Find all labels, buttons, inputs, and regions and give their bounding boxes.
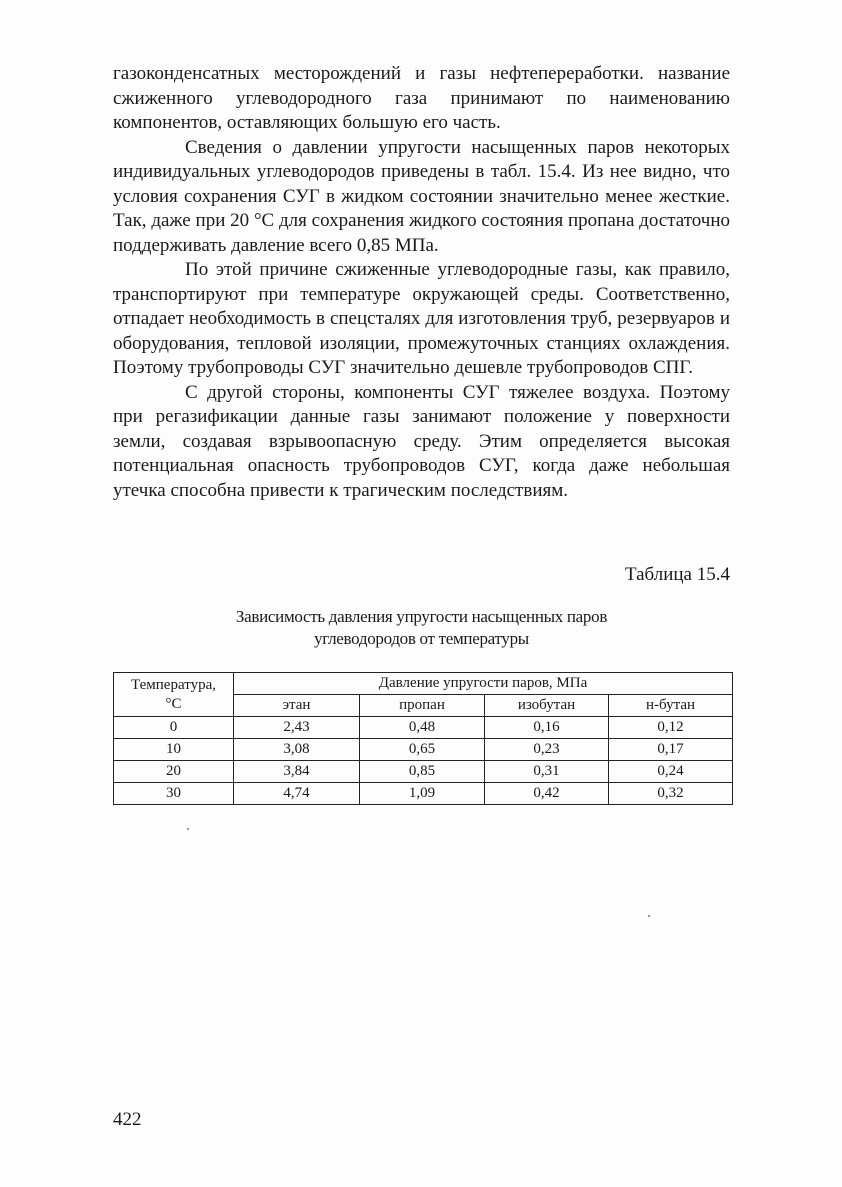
table-cell: 0,32 bbox=[609, 783, 733, 805]
column-header-ethane: этан bbox=[234, 695, 360, 717]
body-text bbox=[113, 62, 730, 503]
table-cell: 0 bbox=[114, 717, 234, 739]
column-header-n-butane: н-бутан bbox=[609, 695, 733, 717]
paragraph: Сведения о давлении упругости насыщенных паров некоторых индивидуальных углеводородов приведены в табл. 15.4. Из нее видно, что условия сохранения СУГ в жидком состоянии значительно менее жесткие. Так, даже при 20 °С для сохранения жидкого состояния пропана достаточно поддерживать давление всего 0,85 МПа. bbox=[113, 136, 730, 256]
page-number: 422 bbox=[113, 1109, 142, 1130]
paragraph: По этой причине сжиженные углеводородные газы, как правило, транспортируют при температуре окружающей среды. Соответственно, отпадает необходимость в спецсталях для изготовления труб, резервуаров и оборудования, тепловой изоляции, промежуточных станциях охлаждения. Поэтому трубопроводы СУГ значительно дешевле трубопроводов СПГ. bbox=[113, 259, 730, 378]
vapor-pressure-table bbox=[113, 672, 733, 805]
table-cell: 1,09 bbox=[360, 783, 485, 805]
column-header-propane: пропан bbox=[360, 695, 485, 717]
table-cell: 3,08 bbox=[234, 739, 360, 761]
table-cell: 0,31 bbox=[485, 761, 609, 783]
header-temperature bbox=[114, 673, 234, 717]
table-caption-line: углеводородов от температуры bbox=[314, 629, 529, 648]
table-cell: 0,65 bbox=[360, 739, 485, 761]
table-cell: 20 bbox=[114, 761, 234, 783]
table-label: Таблица 15.4 bbox=[624, 564, 730, 585]
table-caption bbox=[113, 606, 730, 650]
table-cell: 0,17 bbox=[609, 739, 733, 761]
table-row bbox=[114, 717, 733, 739]
table-cell: 0,16 bbox=[485, 717, 609, 739]
table-cell: 0,48 bbox=[360, 717, 485, 739]
table-cell: 0,12 bbox=[609, 717, 733, 739]
column-header-isobutane: изобутан bbox=[485, 695, 609, 717]
table-row bbox=[114, 783, 733, 805]
table-cell: 0,23 bbox=[485, 739, 609, 761]
table-cell: 30 bbox=[114, 783, 234, 805]
header-temperature-unit: °С bbox=[165, 695, 182, 712]
header-temperature-label: Температура, bbox=[131, 676, 216, 693]
table-cell: 0,85 bbox=[360, 761, 485, 783]
table-cell: 4,74 bbox=[234, 783, 360, 805]
table-cell: 3,84 bbox=[234, 761, 360, 783]
header-pressure: Давление упругости паров, МПа bbox=[234, 673, 733, 695]
scan-speck bbox=[648, 915, 650, 917]
table-cell: 2,43 bbox=[234, 717, 360, 739]
table-row bbox=[114, 761, 733, 783]
table-caption-line: Зависимость давления упругости насыщенных паров bbox=[235, 607, 608, 626]
paragraph: газоконденсатных месторождений и газы нефтепереработки. название сжиженного углеводородного газа принимают по наименованию компонентов, оставляющих большую его часть. bbox=[113, 63, 730, 133]
table-cell: 0,24 bbox=[609, 761, 733, 783]
table-row bbox=[114, 739, 733, 761]
table-cell: 0,42 bbox=[485, 783, 609, 805]
paragraph: С другой стороны, компоненты СУГ тяжелее воздуха. Поэтому при регазификации данные газы занимают положение у поверхности земли, создавая взрывоопасную среду. Этим определяется высокая потенциальная опасность трубопроводов СУГ, когда даже небольшая утечка способна привести к трагическим последствиям. bbox=[113, 381, 730, 501]
scan-speck bbox=[187, 828, 189, 830]
table-cell: 10 bbox=[114, 739, 234, 761]
